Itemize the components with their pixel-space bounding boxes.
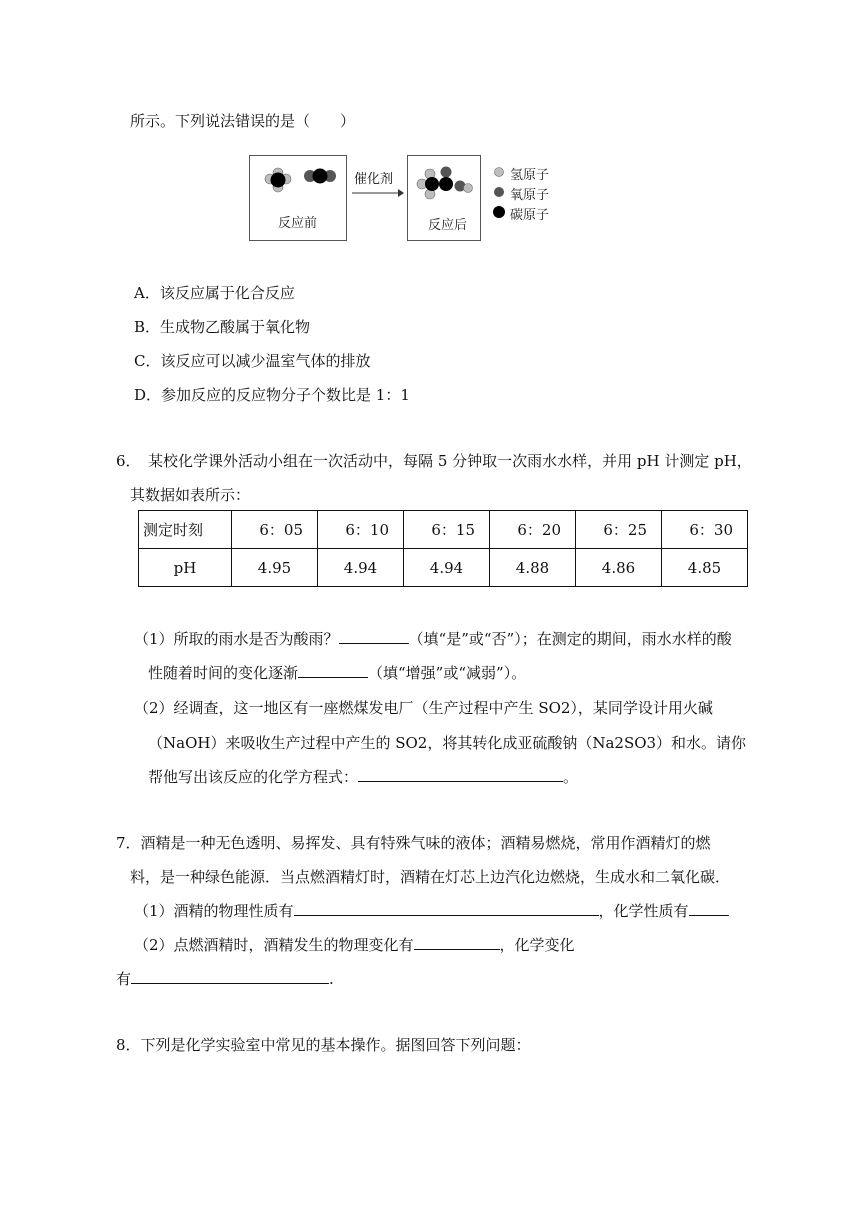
table-cell: 4.94 — [318, 549, 404, 587]
q8-stem: 8．下列是化学实验室中常见的基本操作。据图回答下列问题： — [116, 1036, 531, 1054]
table-cell: 6：10 — [318, 511, 404, 549]
ph-table — [138, 510, 748, 587]
table-header-cell: 测定时刻 — [139, 511, 232, 549]
legend-dots-icon — [492, 164, 506, 224]
q7-part3 — [116, 968, 334, 989]
reaction-arrow-icon — [352, 188, 404, 198]
q7-part2 — [134, 934, 575, 955]
answer-blank[interactable] — [358, 766, 563, 782]
legend-carbon: 碳原子 — [510, 208, 550, 223]
q6-part1-text2: 性随着时间的变化逐渐 — [148, 664, 299, 682]
answer-blank[interactable] — [339, 628, 409, 644]
option-b: B．生成物乙酸属于氧化物 — [134, 318, 311, 336]
q7-stem-line1: 7．酒精是一种无色透明、易挥发、具有特殊气味的液体；酒精易燃烧，常用作酒精灯的燃 — [116, 834, 711, 852]
table-cell: 4.94 — [404, 549, 490, 587]
q6-part1-line1 — [134, 628, 732, 649]
answer-blank[interactable] — [689, 900, 729, 916]
option-a: A．该反应属于化合反应 — [134, 284, 295, 302]
table-cell: 6：25 — [576, 511, 662, 549]
q6-part1-text: （1）所取的雨水是否为酸雨？ — [134, 630, 339, 648]
q5-intro: 所示。下列说法错误的是（ ） — [130, 112, 356, 130]
q7-part2-text: （2）点燃酒精时，酒精发生的物理变化有 — [134, 936, 414, 954]
before-label: 反应前 — [278, 216, 318, 231]
answer-blank[interactable] — [298, 662, 368, 678]
q7-part2-mid: ，化学变化 — [499, 936, 575, 954]
q6-part2-text: 帮他写出该反应的化学方程式： — [148, 768, 359, 786]
q6-part2-line1: （2）经调查，这一地区有一座燃煤发电厂（生产过程中产生 SO2），某同学设计用火碱 — [134, 699, 713, 717]
q6-part1-hint2: （填“增强”或“减弱”）。 — [368, 664, 527, 682]
table-cell: 6：15 — [404, 511, 490, 549]
legend-oxygen: 氧原子 — [510, 188, 550, 203]
after-molecules-icon — [408, 156, 480, 206]
table-cell: 4.88 — [490, 549, 576, 587]
q7-part1 — [134, 900, 729, 921]
before-box — [249, 155, 347, 241]
table-cell: 4.86 — [576, 549, 662, 587]
answer-blank[interactable] — [414, 934, 500, 950]
option-d: D．参加反应的反应物分子个数比是 1：1 — [134, 386, 410, 404]
table-row-label: pH — [139, 549, 232, 587]
q6-stem-line2: 其数据如表所示： — [130, 486, 251, 504]
q7-part1-mid: ，化学性质有 — [598, 902, 689, 920]
before-molecules-icon — [250, 156, 346, 206]
table-row — [139, 549, 748, 587]
table-row — [139, 511, 748, 549]
option-c: C．该反应可以减少温室气体的排放 — [134, 352, 371, 370]
catalyst-label: 催化剂 — [354, 172, 394, 187]
after-label: 反应后 — [428, 218, 468, 233]
q7-part1-text: （1）酒精的物理性质有 — [134, 902, 294, 920]
after-box — [407, 155, 481, 241]
q6-part2-line3 — [148, 766, 578, 787]
table-cell: 4.85 — [662, 549, 748, 587]
table-cell: 4.95 — [232, 549, 318, 587]
table-cell: 6：05 — [232, 511, 318, 549]
q7-stem-line2: 料，是一种绿色能源．当点燃酒精灯时，酒精在灯芯上边汽化边燃烧，生成水和二氧化碳． — [130, 868, 731, 886]
table-cell: 6：20 — [490, 511, 576, 549]
q6-part2-end: 。 — [563, 768, 579, 786]
q6-part2-line2: （NaOH）来吸收生产过程中产生的 SO2，将其转化成亚硫酸钠（Na2SO3）和水。请你 — [148, 734, 747, 752]
q6-part1-line2 — [148, 662, 526, 683]
answer-blank[interactable] — [294, 900, 599, 916]
q7-part3-end: . — [329, 970, 334, 988]
legend-hydrogen: 氢原子 — [510, 168, 550, 183]
q7-part3-text: 有 — [116, 970, 132, 988]
q6-stem-line1: 6． 某校化学课外活动小组在一次活动中，每隔 5 分钟取一次雨水水样，并用 pH 计测定 pH， — [116, 452, 752, 470]
table-cell: 6：30 — [662, 511, 748, 549]
answer-blank[interactable] — [131, 968, 329, 984]
q6-part1-hint: （填“是”或“否”）；在测定的期间，雨水水样的酸 — [408, 630, 732, 648]
